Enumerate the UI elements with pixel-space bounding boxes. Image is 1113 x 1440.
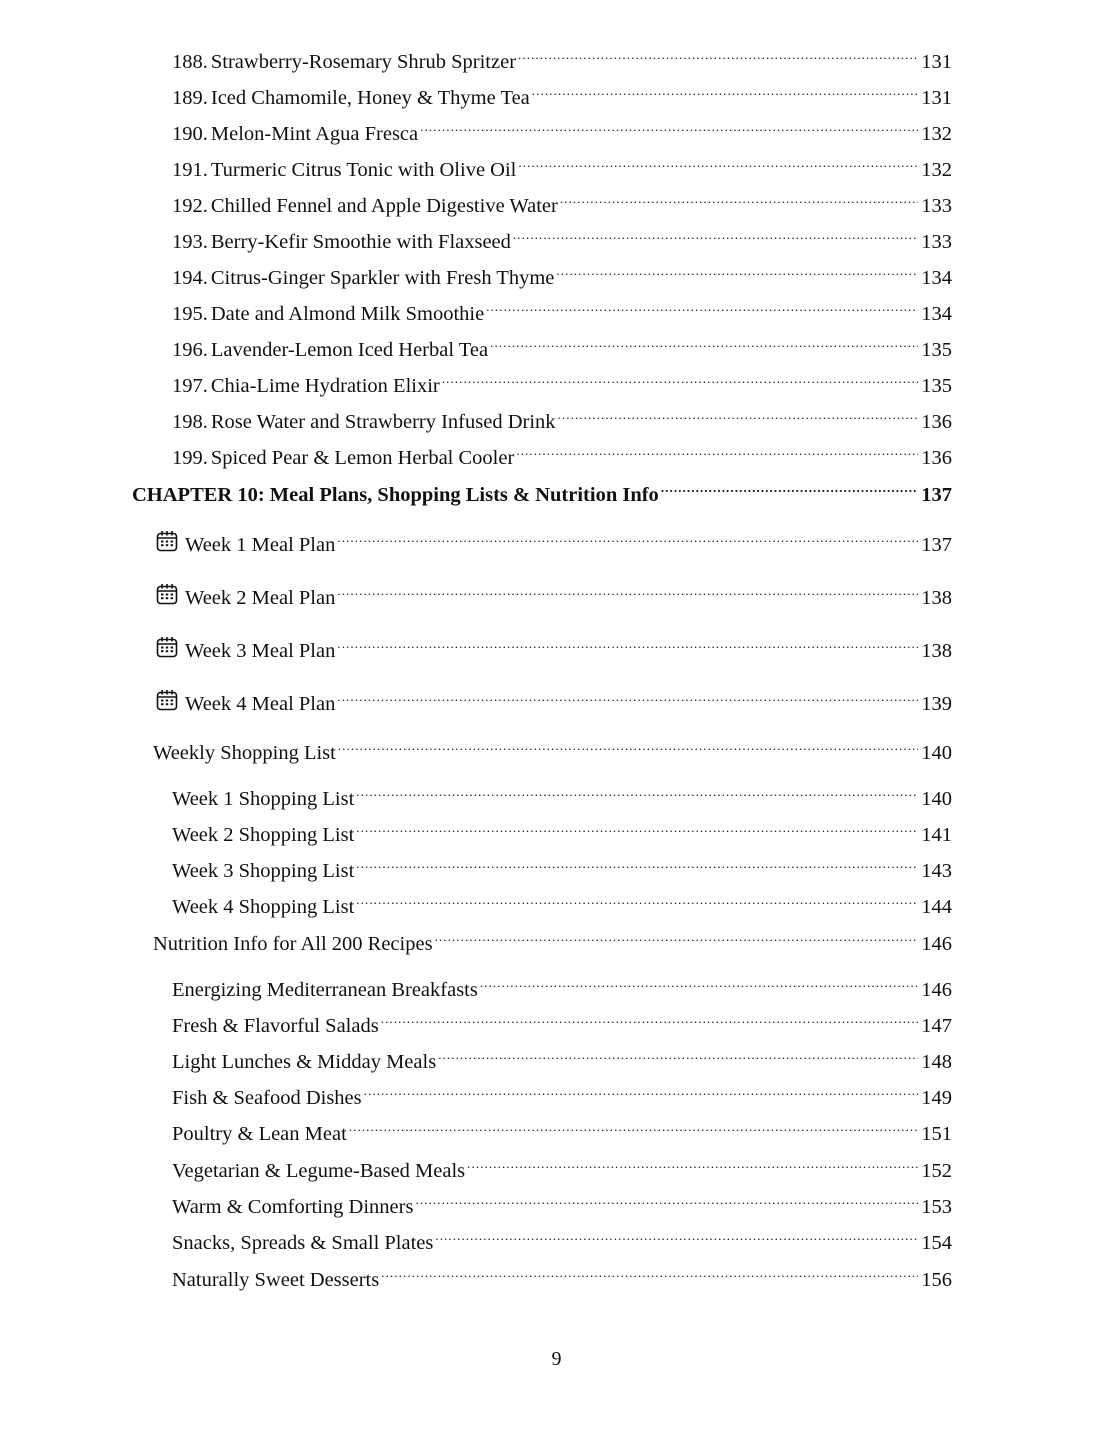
dot-leader	[532, 76, 918, 104]
entry-page: 138	[921, 587, 952, 609]
dot-leader	[337, 576, 918, 604]
section-title: Weekly Shopping List	[153, 742, 336, 764]
toc-meal-plan-week-3[interactable]	[156, 629, 952, 662]
dot-leader	[438, 1040, 918, 1068]
toc-entry-198[interactable]	[172, 400, 952, 433]
entry-page: 154	[921, 1232, 952, 1254]
entry-number: 199.	[172, 447, 208, 469]
entry-page: 134	[921, 303, 952, 325]
toc-entry-190[interactable]	[172, 112, 952, 145]
toc-nutrition-dinners[interactable]	[172, 1185, 952, 1218]
entry-page: 137	[921, 534, 952, 556]
entry-title: Citrus-Ginger Sparkler with Fresh Thyme	[210, 267, 555, 289]
entry-page: 139	[921, 693, 952, 715]
entry-page: 147	[921, 1015, 952, 1037]
entry-page: 134	[921, 267, 952, 289]
entry-title: Energizing Mediterranean Breakfasts	[172, 979, 478, 1001]
dot-leader	[381, 1004, 919, 1032]
entry-title: Week 4 Meal Plan	[185, 693, 336, 715]
calendar-icon	[156, 583, 176, 605]
toc-nutrition-snacks[interactable]	[172, 1221, 952, 1254]
entry-page: 133	[921, 231, 952, 253]
section-page: 140	[921, 742, 952, 764]
entry-page: 152	[921, 1160, 952, 1182]
entry-number: 188.	[172, 51, 208, 73]
dot-leader	[349, 1112, 918, 1140]
entry-title: Week 3 Shopping List	[172, 860, 355, 882]
dot-leader	[435, 1221, 918, 1249]
entry-number: 195.	[172, 303, 208, 325]
entry-page: 133	[921, 195, 952, 217]
dot-leader	[518, 148, 918, 176]
toc-entry-199[interactable]	[172, 436, 952, 469]
entry-number: 192.	[172, 195, 208, 217]
entry-title: Week 1 Meal Plan	[185, 534, 336, 556]
entry-page: 144	[921, 896, 952, 918]
toc-shopping-week-3[interactable]	[172, 849, 952, 882]
dot-leader	[415, 1185, 918, 1213]
calendar-icon	[156, 636, 176, 658]
toc-entry-193[interactable]	[172, 220, 952, 253]
entry-page: 148	[921, 1051, 952, 1073]
dot-leader	[435, 922, 919, 950]
dot-leader	[467, 1149, 918, 1177]
dot-leader	[558, 400, 919, 428]
dot-leader	[356, 849, 918, 877]
toc-nutrition-desserts[interactable]	[172, 1258, 952, 1291]
calendar-icon	[156, 689, 176, 711]
toc-chapter-10[interactable]	[132, 473, 952, 506]
entry-title: Snacks, Spreads & Small Plates	[172, 1232, 434, 1254]
entry-number: 190.	[172, 123, 208, 145]
toc-nutrition-breakfasts[interactable]	[172, 968, 952, 1001]
entry-page: 156	[921, 1269, 952, 1291]
entry-title: Chia-Lime Hydration Elixir	[210, 375, 440, 397]
entry-title: Berry-Kefir Smoothie with Flaxseed	[210, 231, 511, 253]
dot-leader	[486, 292, 918, 320]
entry-title: Warm & Comforting Dinners	[172, 1196, 414, 1218]
dot-leader	[556, 256, 918, 284]
entry-page: 138	[921, 640, 952, 662]
toc-shopping-week-4[interactable]	[172, 885, 952, 918]
entry-page: 146	[921, 979, 952, 1001]
entry-number: 197.	[172, 375, 208, 397]
dot-leader	[420, 112, 918, 140]
dot-leader	[337, 629, 918, 657]
entry-page: 135	[921, 339, 952, 361]
entry-number: 196.	[172, 339, 208, 361]
toc-nutrition-lunches[interactable]	[172, 1040, 952, 1073]
entry-page: 136	[921, 411, 952, 433]
toc-nutrition-seafood[interactable]	[172, 1076, 952, 1109]
entry-page: 135	[921, 375, 952, 397]
entry-page: 131	[921, 87, 952, 109]
entry-title: Naturally Sweet Desserts	[172, 1269, 380, 1291]
toc-entry-191[interactable]	[172, 148, 952, 181]
toc-meal-plan-week-2[interactable]	[156, 576, 952, 609]
entry-page: 132	[921, 123, 952, 145]
dot-leader	[513, 220, 918, 248]
entry-title: Fish & Seafood Dishes	[172, 1087, 362, 1109]
entry-title: Week 2 Shopping List	[172, 824, 355, 846]
entry-title: Spiced Pear & Lemon Herbal Cooler	[210, 447, 515, 469]
entry-title: Strawberry-Rosemary Shrub Spritzer	[210, 51, 517, 73]
dot-leader	[490, 328, 918, 356]
entry-title: Fresh & Flavorful Salads	[172, 1015, 379, 1037]
dot-leader	[356, 885, 918, 913]
toc-entry-197[interactable]	[172, 364, 952, 397]
dot-leader	[337, 523, 918, 551]
toc-meal-plan-week-1[interactable]	[156, 523, 952, 556]
toc-entry-188[interactable]	[172, 40, 952, 73]
toc-nutrition-vegetarian[interactable]	[172, 1149, 952, 1182]
toc-entry-196[interactable]	[172, 328, 952, 361]
entry-title: Week 4 Shopping List	[172, 896, 355, 918]
toc-shopping-week-1[interactable]	[172, 777, 952, 810]
entry-title: Week 3 Meal Plan	[185, 640, 336, 662]
entry-title: Rose Water and Strawberry Infused Drink	[210, 411, 556, 433]
toc-meal-plan-week-4[interactable]	[156, 682, 952, 715]
entry-page: 136	[921, 447, 952, 469]
entry-page: 151	[921, 1123, 952, 1145]
entry-number: 198.	[172, 411, 208, 433]
entry-title: Chilled Fennel and Apple Digestive Water	[210, 195, 558, 217]
entry-title: Iced Chamomile, Honey & Thyme Tea	[210, 87, 530, 109]
chapter-page: 137	[921, 484, 952, 506]
entry-title: Week 2 Meal Plan	[185, 587, 336, 609]
entry-page: 132	[921, 159, 952, 181]
entry-page: 131	[921, 51, 952, 73]
calendar-icon	[156, 530, 176, 552]
entry-title: Week 1 Shopping List	[172, 788, 355, 810]
entry-page: 143	[921, 860, 952, 882]
toc-nutrition-poultry[interactable]	[172, 1112, 952, 1145]
entry-page: 140	[921, 788, 952, 810]
toc-entry-192[interactable]	[172, 184, 952, 217]
entry-page: 153	[921, 1196, 952, 1218]
section-title: Nutrition Info for All 200 Recipes	[153, 933, 433, 955]
entry-number: 189.	[172, 87, 208, 109]
dot-leader	[661, 473, 918, 501]
entry-title: Lavender-Lemon Iced Herbal Tea	[210, 339, 489, 361]
dot-leader	[480, 968, 918, 996]
dot-leader	[442, 364, 919, 392]
dot-leader	[338, 731, 918, 759]
dot-leader	[381, 1258, 918, 1286]
dot-leader	[356, 777, 918, 805]
toc-nutrition-salads[interactable]	[172, 1004, 952, 1037]
dot-leader	[516, 436, 918, 464]
dot-leader	[560, 184, 918, 212]
page-number: 9	[551, 1348, 562, 1370]
chapter-title: CHAPTER 10: Meal Plans, Shopping Lists & Nutrition Info	[132, 484, 659, 506]
toc-entry-189[interactable]	[172, 76, 952, 109]
entry-title: Poultry & Lean Meat	[172, 1123, 347, 1145]
toc-entry-194[interactable]	[172, 256, 952, 289]
entry-number: 191.	[172, 159, 208, 181]
entry-page: 149	[921, 1087, 952, 1109]
entry-page: 141	[921, 824, 952, 846]
toc-entry-195[interactable]	[172, 292, 952, 325]
dot-leader	[364, 1076, 919, 1104]
entry-number: 194.	[172, 267, 208, 289]
entry-title: Light Lunches & Midday Meals	[172, 1051, 437, 1073]
toc-weekly-shopping-list[interactable]	[153, 731, 952, 764]
dot-leader	[356, 813, 918, 841]
entry-title: Vegetarian & Legume-Based Meals	[172, 1160, 466, 1182]
toc-nutrition-info[interactable]	[153, 922, 952, 955]
entry-number: 193.	[172, 231, 208, 253]
section-page: 146	[921, 933, 952, 955]
entry-title: Date and Almond Milk Smoothie	[210, 303, 485, 325]
dot-leader	[518, 40, 918, 68]
dot-leader	[337, 682, 918, 710]
toc-shopping-week-2[interactable]	[172, 813, 952, 846]
entry-title: Turmeric Citrus Tonic with Olive Oil	[210, 159, 517, 181]
entry-title: Melon-Mint Agua Fresca	[210, 123, 419, 145]
